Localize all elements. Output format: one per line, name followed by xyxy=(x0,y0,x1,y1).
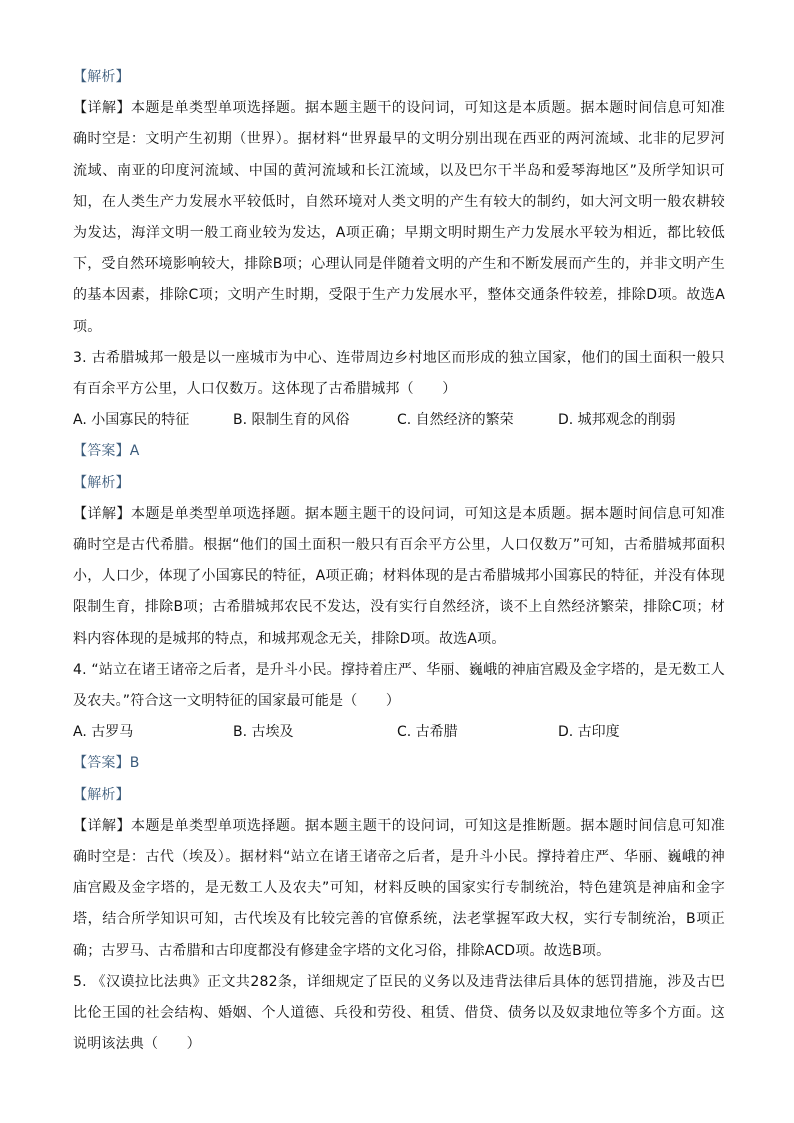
explanation-q3: 【详解】本题是单类型单项选择题。据本题主题干的设问词，可知这是本质题。据本题时间信息可知准确时空是古代希腊。根据“他们的国土面积一般只有百余平方公里，人口仅数万”可知，古希腊城邦面积小，人口少，体现了小国寡民的特征，A项正确；材料体现的是古希腊城邦小国寡民的特征，并没有体现限制生育，排除B项；古希腊城邦农民不发达，没有实行自然经济，谈不上自然经济繁荣，排除C项；材料内容体现的是城邦的特点，和城邦观念无关，排除D项。故选A项。 xyxy=(73,505,725,647)
document-page xyxy=(73,62,725,1061)
option-d: D. 古印度 xyxy=(558,724,620,741)
option-a: A. 古罗马 xyxy=(73,724,134,741)
answer-q3: 【答案】A xyxy=(73,443,140,460)
analysis-label: 【解析】 xyxy=(73,69,130,85)
answer-q4: 【答案】B xyxy=(73,755,140,772)
option-c: C. 自然经济的繁荣 xyxy=(397,412,514,429)
option-c: C. 古希腊 xyxy=(397,724,458,741)
question-3: 3. 古希腊城邦一般是以一座城市为中心、连带周边乡村地区而形成的独立国家，他们的国土面积一般只有百余平方公里，人口仅数万。这体现了古希腊城邦（ ） xyxy=(73,349,725,398)
question-5: 5. 《汉谟拉比法典》正文共282条，详细规定了臣民的义务以及违背法律后具体的惩罚措施，涉及古巴比伦王国的社会结构、婚姻、个人道德、兵役和劳役、租赁、借贷、债务以及奴隶地位等多个方面。这说明该法典（ ） xyxy=(73,973,725,1053)
option-a: A. 小国寡民的特征 xyxy=(73,412,190,429)
option-b: B. 古埃及 xyxy=(233,724,294,741)
explanation-q2: 【详解】本题是单类型单项选择题。据本题主题干的设问词，可知这是本质题。据本题时间信息可知准确时空是：文明产生初期（世界）。据材料“世界最早的文明分别出现在西亚的两河流域、北非的尼罗河流域、南亚的印度河流域、中国的黄河流域和长江流域，以及巴尔干半岛和爱琴海地区”及所学知识可知，在人类生产力发展水平较低时，自然环境对人类文明的产生有较大的制约，如大河文明一般农耕较为发达，海洋文明一般工商业较为发达，A项正确；早期文明时期生产力发展水平较为相近，都比较低下，受自然环境影响较大，排除B项；心理认同是伴随着文明的产生和不断发展而产生的，并非文明产生的基本因素，排除C项；文明产生时期，受限于生产力发展水平，整体交通条件较差，排除D项。故选A项。 xyxy=(73,100,725,335)
options-q3 xyxy=(73,405,725,436)
option-d: D. 城邦观念的削弱 xyxy=(558,412,676,429)
analysis-label: 【解析】 xyxy=(73,474,130,491)
options-q4 xyxy=(73,717,725,748)
explanation-q4: 【详解】本题是单类型单项选择题。据本题主题干的设问词，可知这是推断题。据本题时间信息可知准确时空是：古代（埃及）。据材料“站立在诸王诸帝之后者，是升斗小民。撑持着庄严、华丽、巍峨的神庙宫殿及金字塔的，是无数工人及农夫”可知，材料反映的国家实行专制统治，特色建筑是神庙和金字塔，结合所学知识可知，古代埃及有比较完善的官僚系统，法老掌握军政大权，实行专制统治，B项正确；古罗马、古希腊和古印度都没有修建金字塔的文化习俗，排除ACD项。故选B项。 xyxy=(73,817,725,959)
option-b: B. 限制生育的风俗 xyxy=(233,412,350,429)
analysis-label: 【解析】 xyxy=(73,786,130,803)
question-4: 4. “站立在诸王诸帝之后者，是升斗小民。撑持着庄严、华丽、巍峨的神庙宫殿及金字塔的，是无数工人及农夫。”符合这一文明特征的国家最可能是（ ） xyxy=(73,661,725,710)
